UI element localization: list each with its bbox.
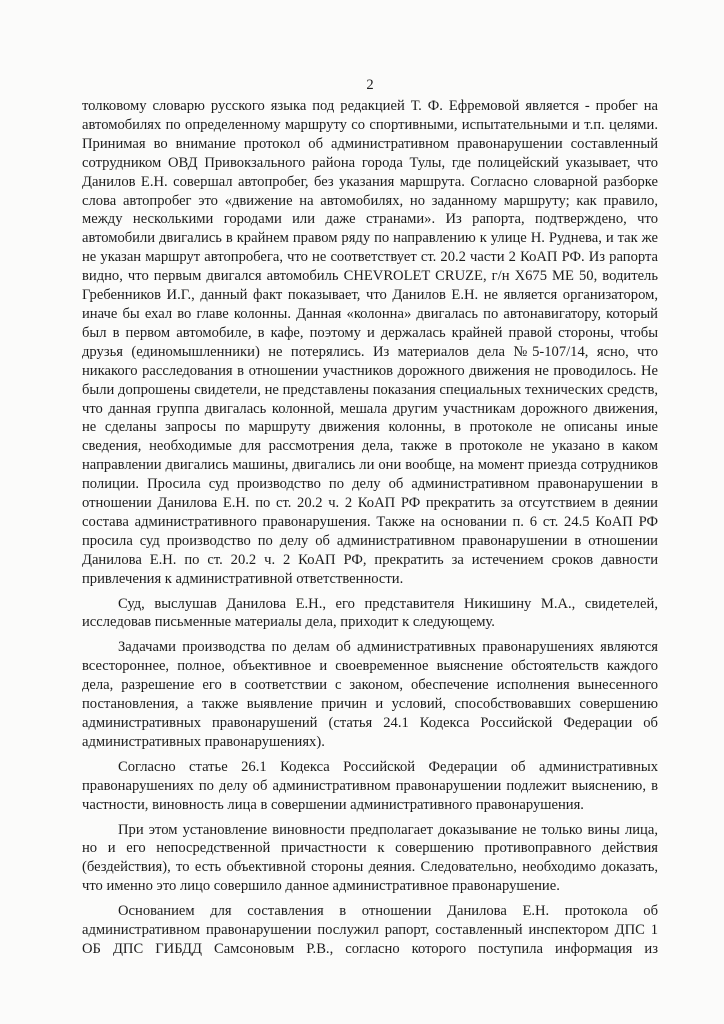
- paragraph-grounds-for-protocol: Основанием для составления в отношении Данилова Е.Н. протокола об административном правонарушении послужил рапорт, составленный инспектором ДПС 1 ОБ ДПС ГИБДД Самсоновым Р.В., согласно которого поступила информация из: [82, 903, 658, 957]
- paragraph-article-26-1: Согласно статье 26.1 Кодекса Российской Федерации об административных правонарушениях по делу об административном правонарушении подлежит выяснению, в частности, виновность лица в совершении административного правонарушения.: [82, 758, 658, 813]
- paragraph-establishing-guilt: При этом установление виновности предполагает доказывание не только вины лица, но и его непосредственной причастности к совершению противоправного действия (бездействия), то есть объективной стороны деяния. Следовательно, необходимо доказать, что именно это лицо совершило данное административное правонарушение.: [82, 821, 658, 895]
- page-number: 2: [366, 77, 374, 93]
- paragraph-tasks-of-proceedings: Задачами производства по делам об административных правонарушениях являются всестороннее, полное, объективное и своевременное выяснение обстоятельств каждого дела, разрешение его в соответствии с законом, обеспечение исполнения вынесенного постановления, а также выявление причин и условий, способствовавших совершению административных правонарушений (статья 24.1 Кодекса Российской Федерации об административных правонарушениях).: [82, 639, 658, 750]
- paragraph-continuation: толковому словарю русского языка под редакцией Т. Ф. Ефремовой является - пробег на автомобилях по определенному маршруту со спортивными, испытательными и т.п. целями. Принимая во внимание протокол об административном правонарушении составленный сотрудником ОВД Привокзального района города Тулы, где полицейский указывает, что Данилов Е.Н. совершал автопробег, без указания маршрута. Согласно словарной разборке слова автопробег это «движение на автомобилях, но заданному маршруту; как правило, между несколькими городами или даже странами». Из рапорта, подтверждено, что автомобили двигались в крайнем правом ряду по направлению к улице Н. Руднева, и так же не указан маршрут автопробега, что не соответствует ст. 20.2 части 2 КоАП РФ. Из рапорта видно, что первым двигался автомобиль CHEVROLET CRUZE, г/н Х675 МЕ 50, водитель Гребенников И.Г., данный факт показывает, что Данилов Е.Н. не является организатором, иначе бы ехал во главе колонны. Данная «колонна» двигалась по автонавигатору, который был в первом автомобиле, в кафе, поэтому и держалась крайней правой стороны, чтобы друзья (единомышленники) не потерялись. Из материалов дела №5-107/14, ясно, что никакого расследования в отношении участников дорожного движения не проводилось. Не были допрошены свидетели, не представлены показания специальных технических средств, что данная группа двигалась колонной, мешала другим участникам дорожного движения, не сделаны запросы по маршруту движения колонны, в протоколе не описаны иные сведения, необходимые для рассмотрения дела, также в протоколе не указано в каком направлении двигались машины, двигались ли они вообще, на момент приезда сотрудников полиции. Просила суд производство по делу об административном правонарушении в отношении Данилова Е.Н. по ст. 20.2 ч. 2 КоАП РФ прекратить за отсутствием в деянии состава административного правонарушения. Также на основании п. 6 ст. 24.5 КоАП РФ просила суд производство по делу об административном правонарушении в отношении Данилова Е.Н. по ст. 20.2 ч. 2 КоАП РФ, прекратить за истечением сроков давности привлечения к административной ответственности.: [82, 98, 658, 587]
- paragraph-court-heard: Суд, выслушав Данилова Е.Н., его представителя Никишину М.А., свидетелей, исследовав письменные материалы дела, приходит к следующему.: [82, 595, 658, 631]
